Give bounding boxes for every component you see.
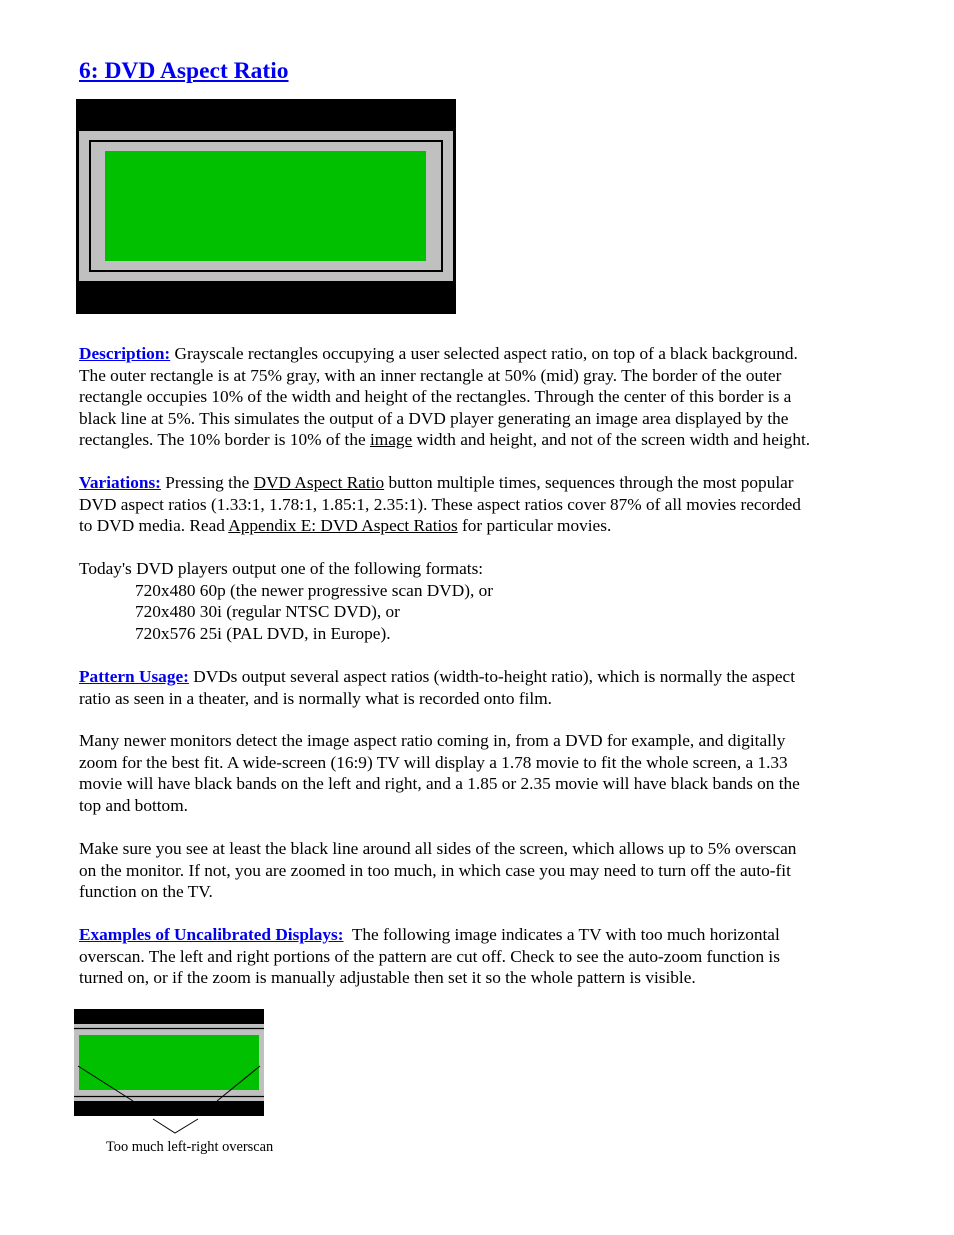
- variations-paragraph: Variations: Pressing the DVD Aspect Ratio button multiple times, sequences through the most popular DVD aspect ratios (1.33:1, 1.78:1, 1.85:1, 2.35:1). These aspect ratios cover 87% of all movies recorded to DVD media. Read Appendix E: DVD Aspect Ratios for particular movies.: [79, 473, 801, 536]
- examples-paragraph: Examples of Uncalibrated Displays: The following image indicates a TV with too much horizontal overscan. The left and right portions of the pattern are cut off. Check to see the auto-zoom function is turned on, or if the zoom is manually adjustable then set it so the whole pattern is visible.: [79, 925, 780, 988]
- pattern-usage-paragraph: Pattern Usage: DVDs output several aspect ratios (width-to-height ratio), which is normally the aspect ratio as seen in a theater, and is normally what is recorded onto film.: [79, 667, 796, 708]
- list-item: 720x480 30i (regular NTSC DVD), or: [135, 602, 400, 622]
- page-title[interactable]: 6: DVD Aspect Ratio: [79, 58, 289, 84]
- list-item: 720x480 60p (the newer progressive scan DVD), or: [135, 580, 494, 600]
- overscan-paragraph: Make sure you see at least the black line around all sides of the screen, which allows up to 5% overscan on the monitor. If not, you are zoomed in too much, in which case you may need to turn off the auto-fit function on the TV.: [79, 839, 797, 902]
- dvd-aspect-ratio-pattern-image: [76, 99, 456, 314]
- formats-list: Today's DVD players output one of the following formats: 720x480 60p (the newer progressive scan DVD), or 720x480 30i (regular NTSC DVD), or 720x576 25i (PAL DVD, in Europe).: [79, 558, 879, 644]
- examples-label[interactable]: Examples of Uncalibrated Displays:: [79, 925, 344, 944]
- caption-pointer: [153, 1119, 198, 1133]
- figure-caption: Too much left-right overscan: [106, 1139, 274, 1155]
- list-item: 720x576 25i (PAL DVD, in Europe).: [135, 623, 391, 643]
- variations-label[interactable]: Variations:: [79, 473, 161, 492]
- inner-rectangle: [105, 151, 426, 261]
- appendix-e-link[interactable]: Appendix E: DVD Aspect Ratios: [228, 516, 458, 536]
- overscan-example-image: [74, 1009, 264, 1135]
- dvd-aspect-ratio-link[interactable]: DVD Aspect Ratio: [253, 473, 385, 492]
- description-paragraph: Description: Grayscale rectangles occupying a user selected aspect ratio, on top of a black background. The outer rectangle is at 75% gray, with an inner rectangle at 50% (mid) gray. The border of the outer rectangle occupies 10% of the width and height of the rectangles. Through the center of this border is a black line at 5%. This simulates the output of a DVD player generating an image area displayed by the rectangles. The 10% border is 10% of the image width and height, and not of the screen width and height.: [79, 344, 811, 450]
- monitors-paragraph: Many newer monitors detect the image aspect ratio coming in, from a DVD for example, and digitally zoom for the best fit. A wide-screen (16:9) TV will display a 1.78 movie to fit the whole screen, a 1.33 movie will have black bands on the left and right, and a 1.85 or 2.35 movie will have black bands on the top and bottom.: [79, 731, 800, 815]
- image-link[interactable]: image: [369, 430, 413, 450]
- pattern-usage-label[interactable]: Pattern Usage:: [79, 667, 189, 686]
- inner-rectangle: [79, 1035, 259, 1090]
- description-label[interactable]: Description:: [79, 344, 171, 363]
